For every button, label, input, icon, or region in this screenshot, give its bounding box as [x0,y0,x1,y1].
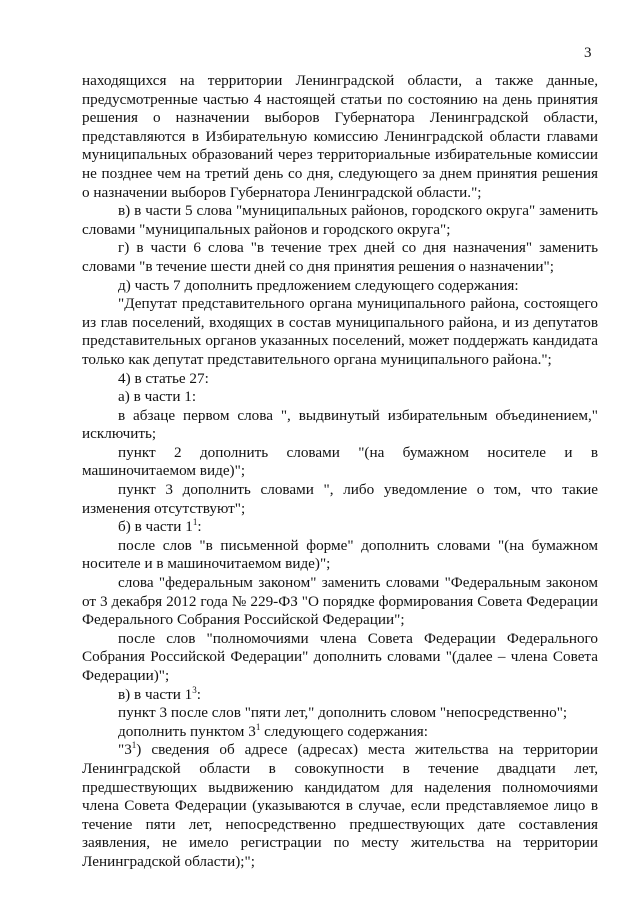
add-point-rest: следующего содержания: [260,722,428,740]
item-v2-text: в) в части 1 [118,685,193,703]
paragraph-quote-deputy: "Депутат представительного органа муниципального района, состоящего из глав поселений, входящих в состав муниципального района, и из депутатов представительных органов указанных поселений, может поддержать кандидата только как депутат представительного органа муниципального района."; [82,295,598,368]
quote-address-text: ) сведения об адресе (адресах) места жительства на территории Ленинградской области в совокупности в течение двадцати лет, предшествующих выдвижению кандидатом для наделения полномочиями члена Совета Федерации (указываются в случае, если представляемое лицо в течение пяти лет, непосредственно предшествующих дате составления заявления, не имело регистрации по месту жительства на территории Ленинградской области);"; [82,741,598,870]
paragraph-add-point [82,723,598,742]
paragraph-federation-council: после слов "полномочиями члена Совета Федерации Федерального Собрания Российской Федерации" дополнить словами "(далее – члена Совета Федерации)"; [82,629,598,684]
paragraph-item-v: в) в части 5 слова "муниципальных районов, городского округа" заменить словами "муниципальных районов и городского округа"; [82,202,598,238]
add-point-text: дополнить пунктом 3 [118,722,256,740]
paragraph-first-abzac: в абзаце первом слова ", выдвинутый избирательным объединением," исключить; [82,406,598,443]
paragraph-quote-address [82,741,598,871]
paragraph-item-v2 [82,686,598,705]
item-v2-superscript: 3 [192,684,197,695]
paragraph-continuation: находящихся на территории Ленинградской области, а также данные, предусмотренные частью 4 настоящей статьи по состоянию на день принятия решения о назначении выборов Губернатора Ленинградской области, представляются в Избирательную комиссию Ленинградской области главами муниципальных образований через территориальные избирательные комиссии не позднее чем на третий день со дня, следующего за днем принятия решения о назначении выборов Губернатора Ленинградской области."; [82,72,598,201]
add-point-superscript: 1 [255,721,261,732]
paragraph-point-3-five-years: пункт 3 после слов "пяти лет," дополнить словом "непосредственно"; [118,704,568,722]
item-b-superscript: 1 [192,517,198,528]
paragraph-point-3: пункт 3 дополнить словами ", либо уведомление о том, что такие изменения отсутствуют"; [82,481,598,517]
page-number: 3 [584,45,592,61]
quote-address-superscript: 1 [131,740,137,751]
paragraph-written-form: после слов "в письменной форме" дополнить словами "(на бумажном носителе и в машиночитаемом виде)"; [82,536,598,573]
paragraph-item-g: г) в части 6 слова "в течение трех дней со дня назначения" заменить словами "в течение шести дней со дня принятия решения о назначении"; [82,239,598,275]
paragraph-item-b [82,518,598,537]
item-b-colon: : [197,518,202,536]
paragraph-federal-law: слова "федеральным законом" заменить словами "Федеральным законом от 3 декабря 2012 года № 229-ФЗ "О порядке формирования Совета Федерации Федерального Собрания Российской Федерации"; [82,574,598,629]
paragraph-article-27: 4) в статье 27: [118,369,209,387]
item-b-text: б) в части 1 [118,518,193,536]
paragraph-item-a: а) в части 1: [118,388,197,406]
document-body [82,72,598,872]
paragraph-point-2: пункт 2 дополнить словами "(на бумажном носителе и в машиночитаемом виде)"; [82,443,598,480]
item-v2-colon: : [196,685,202,703]
paragraph-item-d: д) часть 7 дополнить предложением следующего содержания: [118,276,519,294]
quote-address-open: "3 [118,741,132,759]
